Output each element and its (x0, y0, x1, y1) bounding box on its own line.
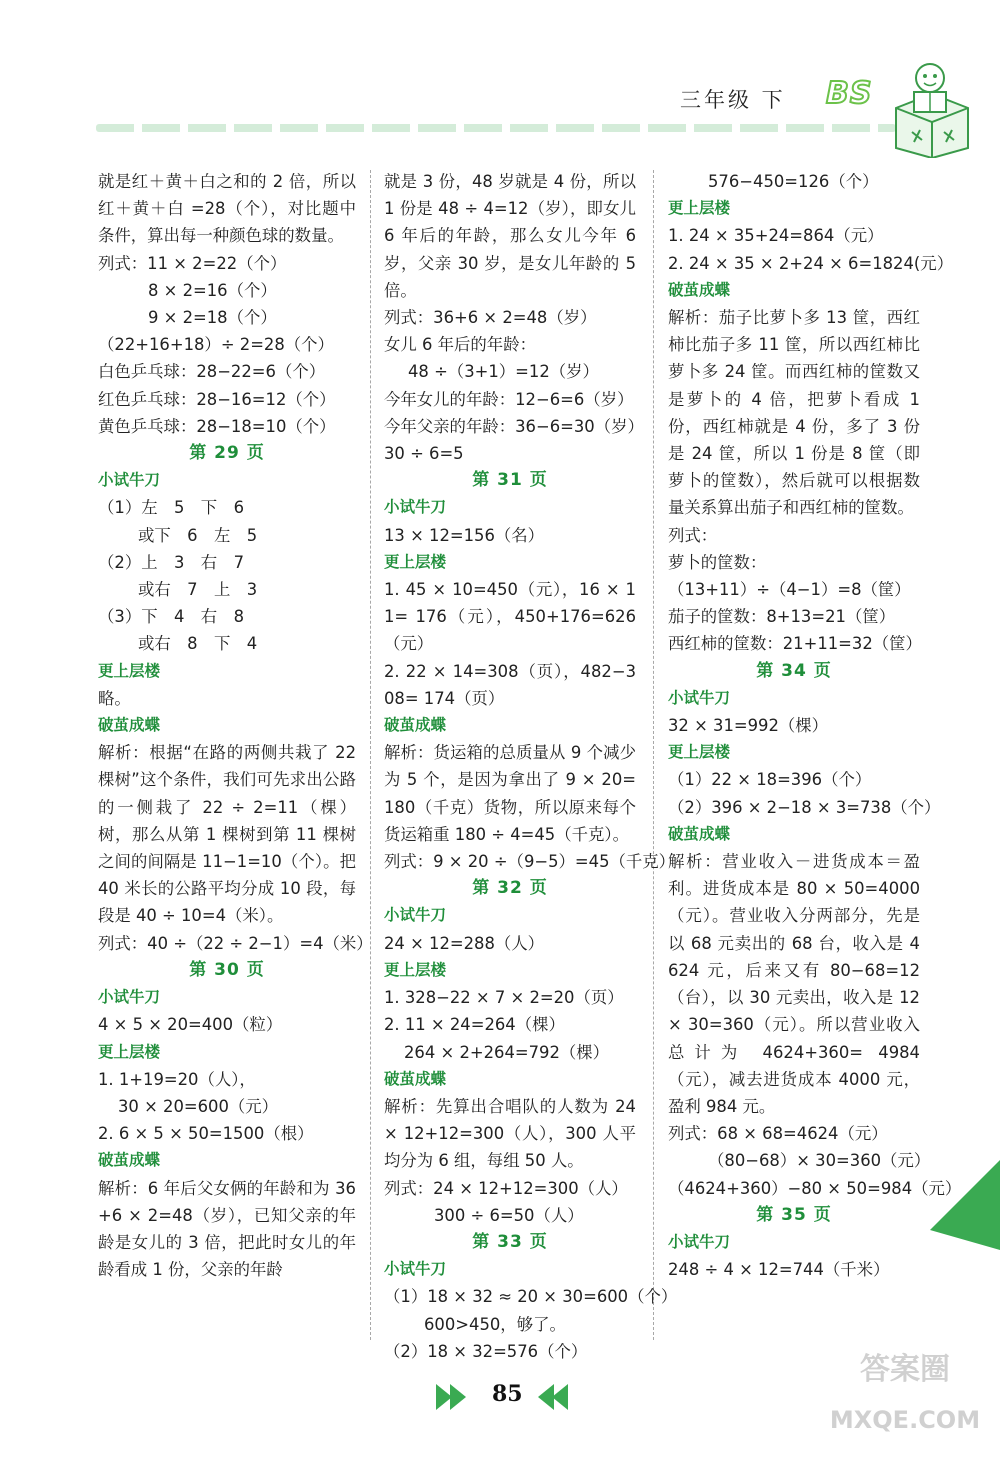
formula-line: 32 × 31=992（棵） (668, 716, 829, 736)
explanation-text: 解析：根据“在路的两侧共栽了 22 棵树”这个条件，我们可先求出公路的一侧栽了 22 ÷ 2=11（棵）树，那么从第 1 棵树到第 11 棵树之间的间隔是 11−1=10（个）。把 40 米长的公路平均分成 10 段，每段是 40 ÷ 10=4（米）。 (98, 743, 356, 926)
page-heading: 第 30 页 (189, 959, 265, 980)
page-heading: 第 32 页 (472, 878, 548, 899)
page-number: 85 (492, 1381, 523, 1407)
section-tag: 小试牛刀 (668, 1232, 731, 1251)
watermark (820, 1345, 990, 1445)
formula-line: 2. 11 × 24=264（棵） (384, 1015, 565, 1035)
section-tag: 更上层楼 (384, 960, 447, 979)
explanation-text: 解析：6 年后父女俩的年龄和为 36+6 × 2=48（岁），已知父亲的年龄是女儿的 3 倍，把此时女儿的年龄看成 1 份，父亲的年龄 (98, 1178, 356, 1280)
answer-line: （2）上 3 右 7 (98, 552, 245, 572)
answer-column-3 (668, 168, 962, 1283)
section-tag: 更上层楼 (98, 661, 161, 680)
watermark-line1: 答案圈 (860, 1352, 950, 1387)
formula-line: 女儿 6 年后的年龄： (384, 335, 536, 355)
formula-line: （1）18 × 32 ≈ 20 × 30=600（个） (384, 1287, 678, 1307)
explanation-text: 解析：茄子比萝卜多 13 筐，西红柿比茄子多 11 筐，所以西红柿比萝卜多 24 筐。而西红柿的筐数又是萝卜的 4 倍，把萝卜看成 1 份，西红柿就是 4 份，多了 3 份是 24 筐，所以 1 份是 8 筐（即萝卜的筐数），然后就可以根据数量关系算出茄子和西红柿的筐数。 (668, 308, 920, 518)
formula-line: 萝卜的筐数： (668, 552, 767, 572)
formula-line: 今年女儿的年龄：12−6=6（岁） (384, 389, 634, 409)
formula-line: 列式：40 ÷（22 ÷ 2−1）=4（米） (98, 933, 373, 953)
formula-line: 1. 45 × 10=450（元），16 × 11= 176（元），450+176=626（元） (384, 580, 636, 654)
formula-line: 576−450=126（个） (708, 172, 879, 191)
answer-line: 略。 (98, 688, 131, 708)
formula-line: 600>450，够了。 (424, 1314, 566, 1334)
bs-logo: BS (826, 76, 873, 111)
formula-line: 2. 22 × 14=308（页），482−308= 174（页） (384, 661, 636, 708)
section-tag: 破茧成蝶 (668, 824, 731, 843)
formula-line: 48 ÷（3+1）=12（岁） (408, 362, 599, 382)
answer-column-2 (384, 168, 678, 1365)
watermark-line2: MXQE.COM (829, 1406, 981, 1434)
green-triangle-icon (930, 1160, 1000, 1250)
mascot-reading-icon (884, 48, 974, 158)
page-heading: 第 33 页 (472, 1231, 548, 1252)
formula-line: 1. 24 × 35+24=864（元） (668, 226, 884, 246)
formula-line: 300 ÷ 6=50（人） (434, 1205, 584, 1225)
formula-line: 13 × 12=156（名） (384, 525, 545, 545)
formula-line: （13+11）÷（4−1）=8（筐） (668, 580, 911, 600)
page-heading: 第 35 页 (756, 1204, 832, 1225)
section-tag: 小试牛刀 (384, 1260, 447, 1279)
answer-line: （1）左 5 下 6 (98, 498, 245, 518)
formula-line: （2）396 × 2−18 × 3=738（个） (668, 797, 941, 817)
section-tag: 更上层楼 (668, 199, 731, 218)
answer-line: （3）下 4 右 8 (98, 607, 245, 627)
formula-line: （1）22 × 18=396（个） (668, 770, 872, 790)
formula-line: 1. 328−22 × 7 × 2=20（页） (384, 988, 624, 1008)
formula-line: 今年父亲的年龄：36−6=30（岁） (384, 416, 644, 436)
section-tag: 更上层楼 (98, 1042, 161, 1061)
formula-line: 白色乒乓球：28−22=6（个） (98, 362, 326, 382)
formula-line: 列式： (668, 525, 718, 545)
formula-line: 2. 24 × 35 × 2+24 × 6=1824(元） (668, 253, 954, 273)
formula-line: （22+16+18）÷ 2=28（个） (98, 335, 334, 355)
formula-line: 30 ÷ 6=5 (384, 444, 464, 464)
explanation-text: 就是红＋黄＋白之和的 2 倍，所以红＋黄＋白 =28（个），对比题中条件，算出每一种颜色球的数量。 (98, 172, 356, 246)
section-tag: 小试牛刀 (384, 498, 447, 517)
explanation-text: 解析：货运箱的总质量从 9 个减少为 5 个，是因为拿出了 9 × 20= 180（千克）货物，所以原来每个货运箱重 180 ÷ 4=45（千克）。 (384, 743, 636, 844)
formula-line: 茄子的筐数：8+13=21（筐） (668, 607, 896, 627)
section-tag: 更上层楼 (384, 552, 447, 571)
formula-line: 黄色乒乓球：28−18=10（个） (98, 416, 336, 436)
answer-line: 或右 8 下 4 (138, 634, 258, 654)
section-tag: 破茧成蝶 (98, 716, 161, 735)
formula-line: 红色乒乓球：28−16=12（个） (98, 389, 336, 409)
answer-line: 或右 7 上 3 (138, 580, 258, 600)
formula-line: （4624+360）−80 × 50=984（元） (668, 1178, 962, 1198)
formula-line: 30 × 20=600（元） (118, 1096, 279, 1116)
section-tag: 破茧成蝶 (384, 1069, 447, 1088)
formula-line: 列式：36+6 × 2=48（岁） (384, 308, 597, 328)
section-tag: 小试牛刀 (384, 906, 447, 925)
formula-line: 248 ÷ 4 × 12=744（千米） (668, 1260, 890, 1280)
formula-line: 1. 1+19=20（人）， (98, 1069, 256, 1089)
explanation-text: 解析：先算出合唱队的人数为 24 × 12+12=300（人），300 人平均分为 6 组，每组 50 人。 (384, 1096, 636, 1171)
formula-line: 4 × 5 × 20=400（粒） (98, 1015, 283, 1035)
column-divider-1 (370, 170, 371, 1340)
explanation-text: 解析：营业收入－进货成本＝盈利。进货成本是 80 × 50=4000（元）。营业收入分两部分，先是以 68 元卖出的 68 台，收入是 4624 元，后来又有 80−68=12（台），以 30 元卖出，收入是 12 × 30=360（元）。所以营业收入总计为 4624+360= 4984（元），减去进货成本 4000 元，盈利 984 元。 (668, 852, 920, 1116)
page-heading: 第 29 页 (189, 443, 265, 464)
grade-title: 三年级 下 (680, 88, 786, 112)
section-tag: 破茧成蝶 (668, 280, 731, 299)
formula-line: 西红柿的筐数：21+11=32（筐） (668, 634, 922, 654)
section-tag: 小试牛刀 (668, 688, 731, 707)
formula-line: 列式：11 × 2=22（个） (98, 253, 287, 273)
formula-line: 列式：9 × 20 ÷（9−5）=45（千克） (384, 852, 676, 872)
formula-line: 9 × 2=18（个） (148, 308, 277, 328)
formula-line: 24 × 12=288（人） (384, 933, 545, 953)
column-divider-2 (653, 170, 654, 1340)
section-tag: 破茧成蝶 (98, 1151, 161, 1170)
formula-line: （80−68）× 30=360（元） (708, 1151, 931, 1171)
answer-line: 或下 6 左 5 (138, 525, 258, 545)
section-tag: 小试牛刀 (98, 988, 161, 1007)
formula-line: 列式：24 × 12+12=300（人） (384, 1178, 628, 1198)
formula-line: 列式：68 × 68=4624（元） (668, 1124, 888, 1144)
formula-line: （2）18 × 32=576（个） (384, 1341, 588, 1361)
section-tag: 小试牛刀 (98, 471, 161, 490)
formula-line: 8 × 2=16（个） (148, 280, 277, 300)
explanation-text: 就是 3 份，48 岁就是 4 份，所以 1 份是 48 ÷ 4=12（岁），即女儿 6 年后的年龄，那么女儿今年 6 岁，父亲 30 岁，是女儿年龄的 5 倍。 (384, 172, 636, 300)
formula-line: 2. 6 × 5 × 50=1500（根） (98, 1124, 314, 1144)
page-heading: 第 31 页 (472, 470, 548, 491)
page-heading: 第 34 页 (756, 660, 832, 681)
answer-column-1 (98, 168, 373, 1283)
formula-line: 264 × 2+264=792（棵） (404, 1042, 610, 1062)
section-tag: 更上层楼 (668, 743, 731, 762)
header-rule (96, 124, 896, 132)
section-tag: 破茧成蝶 (384, 716, 447, 735)
